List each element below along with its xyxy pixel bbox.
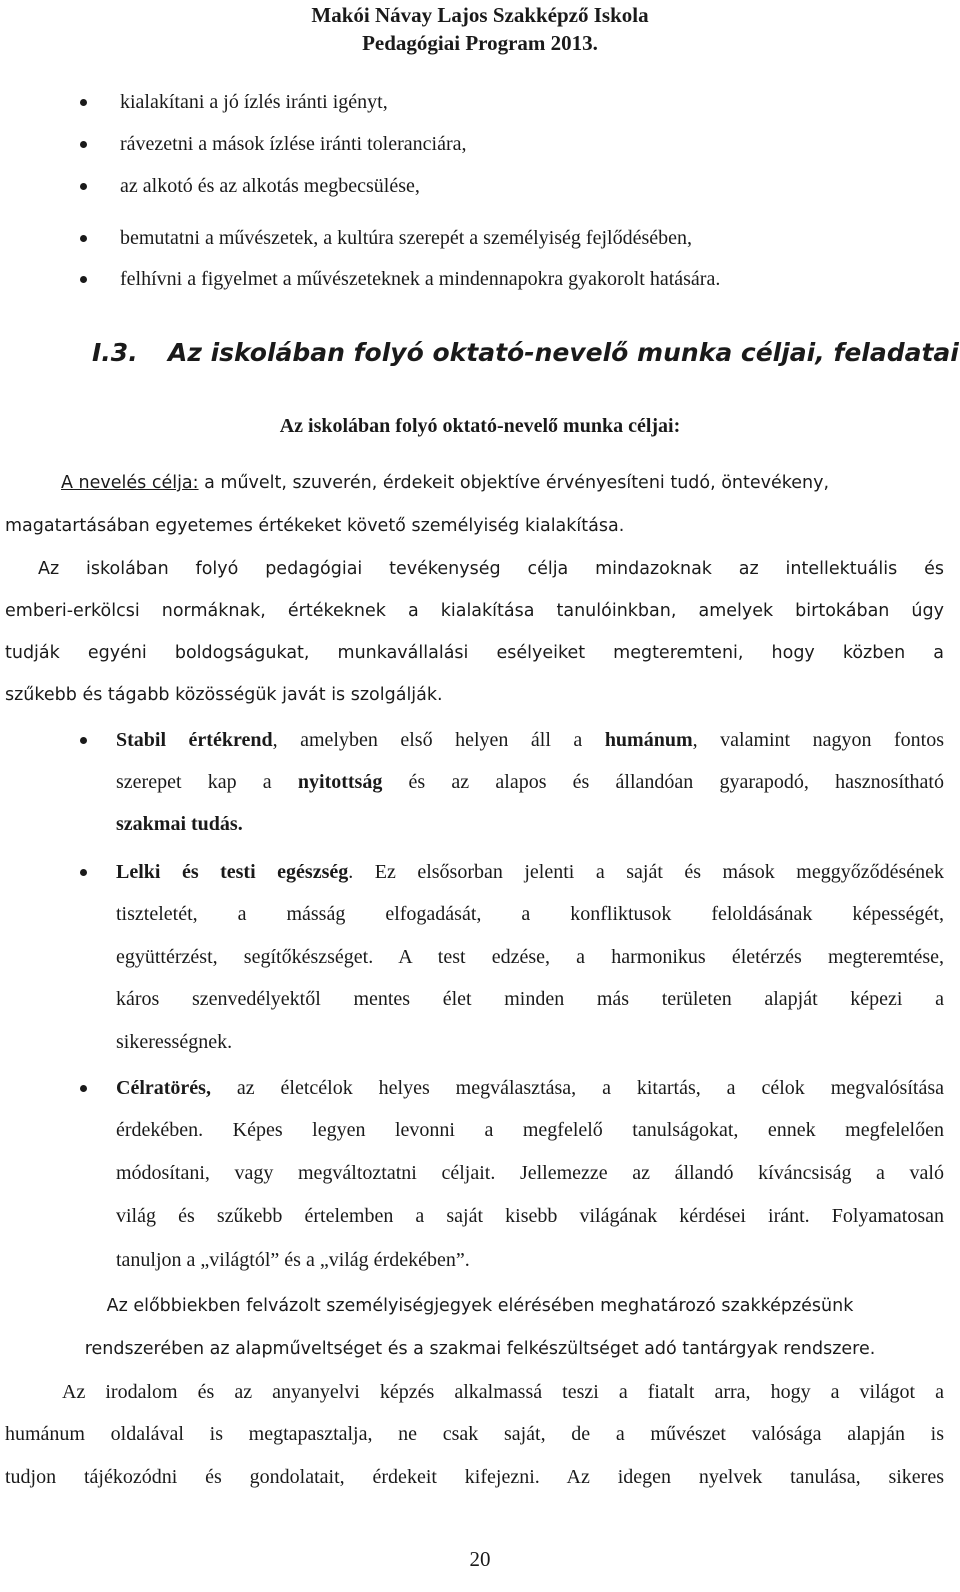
page-number: 20 xyxy=(469,1547,491,1571)
list-item-text: felhívni a figyelmet a művészeteknek a mindennapokra gyakorolt hatására. xyxy=(120,268,721,290)
paragraph-line: káros szenvedélyektől mentes élet minden más területen alapját képezi a xyxy=(116,988,944,1010)
list-item-text: az alkotó és az alkotás megbecsülése, xyxy=(120,175,420,197)
paragraph-line: érdekében. Képes legyen levonni a megfelelő tanulságokat, ennek megfelelően xyxy=(116,1119,944,1141)
bold-term: Célratörés, xyxy=(116,1077,211,1099)
paragraph-line: tudjon tájékozódni és gondolatait, érdekeit kifejezni. Az idegen nyelvek tanulása, sikeres xyxy=(5,1466,944,1488)
bullet-icon xyxy=(80,99,87,106)
paragraph-line: szűkebb és tágabb közösségük javát is szolgálják. xyxy=(5,685,443,705)
paragraph-line xyxy=(116,727,944,753)
paragraph-text: , valamint nagyon fontos xyxy=(692,729,945,751)
paragraph-line: Az irodalom és az anyanyelvi képzés alkalmassá teszi a fiatalt arra, hogy a világot a xyxy=(62,1381,944,1403)
paragraph-text: , amelyben első helyen áll a xyxy=(272,729,605,751)
bullet-icon xyxy=(80,141,87,148)
paragraph-line: módosítani, vagy megváltoztatni céljait. Jellemezze az állandó kíváncsiság a való xyxy=(116,1162,944,1184)
subheading: Az iskolában folyó oktató-nevelő munka céljai: xyxy=(279,415,681,437)
list-item-text: kialakítani a jó ízlés iránti igényt, xyxy=(120,91,388,113)
section-title: Az iskolában folyó oktató-nevelő munka céljai, feladatai xyxy=(168,338,959,367)
paragraph-line: tiszteletét, a másság elfogadását, a konfliktusok feloldásának képességét, xyxy=(116,903,944,925)
bullet-icon xyxy=(80,276,87,283)
paragraph-line: emberi-erkölcsi normáknak, értékeknek a kialakítása tanulóinkban, amelyek birtokában úgy xyxy=(5,601,944,621)
paragraph-line xyxy=(61,470,942,496)
paragraph-line: Az iskolában folyó pedagógiai tevékenység célja mindazoknak az intellektuális és xyxy=(38,559,944,579)
bullet-icon xyxy=(80,183,87,190)
goal-label: A nevelés célja: xyxy=(61,473,199,493)
section-number: I.3. xyxy=(92,338,138,367)
paragraph-line xyxy=(116,859,944,885)
paragraph-line: tudják egyéni boldogságukat, munkavállalási esélyeiket megteremteni, hogy közben a xyxy=(5,643,944,663)
bold-term: nyitottság xyxy=(297,771,383,793)
bullet-icon xyxy=(80,235,87,242)
bold-term: Stabil értékrend xyxy=(116,729,273,751)
header-school-name: Makói Návay Lajos Szakképző Iskola xyxy=(311,3,649,27)
paragraph-text: szerepet kap a xyxy=(116,771,298,793)
bullet-icon xyxy=(80,737,87,744)
paragraph-line: együttérzést, segítőkészséget. A test edzése, a harmonikus életérzés megteremtése, xyxy=(116,946,944,968)
bullet-icon xyxy=(80,869,87,876)
paragraph-text: és az alapos és állandóan gyarapodó, hasznosítható xyxy=(382,771,944,793)
header-program-title: Pedagógiai Program 2013. xyxy=(362,31,598,55)
paragraph-line: világ és szűkebb értelemben a saját kisebb világának kérdései iránt. Folyamatosan xyxy=(116,1205,944,1227)
bold-term: szakmai tudás. xyxy=(116,813,243,835)
paragraph-line: humánum oldalával is megtapasztalja, ne csak saját, de a művészet valósága alapján is xyxy=(5,1423,944,1445)
paragraph-line: sikerességnek. xyxy=(116,1031,233,1053)
paragraph-line: Az előbbiekben felvázolt személyiségjegyek elérésében meghatározó szakképzésünk xyxy=(106,1296,854,1316)
paragraph-line xyxy=(116,769,944,795)
list-item-text: rávezetni a mások ízlése iránti toleranciára, xyxy=(120,133,467,155)
list-item-text: bemutatni a művészetek, a kultúra szerepét a személyiség fejlődésében, xyxy=(120,227,692,249)
paragraph-text: . Ez elsősorban jelenti a saját és mások meggyőződésének xyxy=(348,861,944,883)
paragraph-line: magatartásában egyetemes értékeket követő személyiség kialakítása. xyxy=(5,516,625,536)
bullet-icon xyxy=(80,1085,87,1092)
paragraph-text: az életcélok helyes megválasztása, a kitartás, a célok megvalósítása xyxy=(210,1077,944,1099)
bold-term: humánum xyxy=(604,729,693,751)
paragraph-text: a művelt, szuverén, érdekeit objektíve érvényesíteni tudó, öntevékeny, xyxy=(198,473,830,493)
paragraph-line xyxy=(116,1075,944,1101)
paragraph-line: rendszerében az alapműveltséget és a szakmai felkészültséget adó tantárgyak rendszere. xyxy=(84,1339,876,1359)
bold-term: Lelki és testi egészség xyxy=(116,861,349,883)
paragraph-line: tanuljon a „világtól” és a „világ érdekében”. xyxy=(116,1249,470,1271)
